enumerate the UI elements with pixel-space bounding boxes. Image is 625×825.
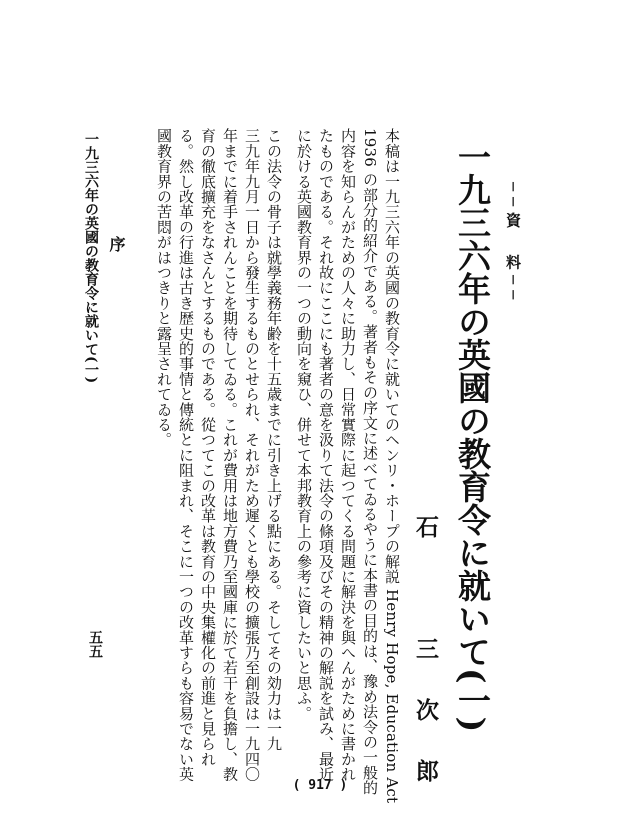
body-line: る。然し改革の行進は古き歴史的事情と傳統とに阻まれ、そこに一つの改革すらも容易でない英 (177, 128, 195, 782)
folio-number: 五五 (87, 630, 103, 658)
preface-heading: 序 (107, 236, 126, 252)
body-line: 年までに着手されんことを期待してゐる。これが費用は地方費乃至國庫に於て若干を負擔し、教 (221, 128, 239, 782)
body-line: に於ける英國教育界の一つの動向を窺ひ、併せて本邦教育上の參考に資したいと思ふ。 (295, 128, 313, 721)
running-title: 一九三六年の英國の教育令に就いて(一) (83, 132, 99, 384)
author-name: 石 三次郎 (412, 515, 439, 820)
section-label: ──資 料── (504, 182, 522, 306)
article-title: 一九三六年の英國の教育令に就いて(一) (453, 140, 492, 733)
body-line: 本稿は一九三六年の英國の教育令に就いてのヘンリ・ホープの解説 Henry Hope, Education Act (383, 128, 401, 804)
body-line: この法令の骨子は就學義務年齢を十五歳までに引き上げる點にある。そしてその効力は一九 (265, 128, 283, 752)
body-line: たものである。それ故にここにも著者の意を汲りて法令の條項及びその精神の解説を試み、最近 (317, 128, 335, 782)
body-line: 育の徹底擴充をなさんとするものである。從つてこの改革は教育の中央集權化の前進と見られ (199, 128, 217, 767)
page-number: ( 917 ) (292, 778, 348, 793)
body-line: 國教育界の苦悶がはつきりと露呈されてゐる。 (155, 128, 173, 448)
body-line: 三九年九月一日から發生するものとせられ、それがため遲くとも學校の擴張乃至創設は一九四〇 (243, 128, 261, 782)
body-line: 内容を知らんがための人々に助力し、日常實際に起つてくる問題に解決を與へんがために書かれ (339, 128, 357, 782)
body-line: 1936 の部分的紹介である。著者もその序文に述べてゐるやうに本書の目的は、豫め法令の一般的 (361, 128, 379, 796)
